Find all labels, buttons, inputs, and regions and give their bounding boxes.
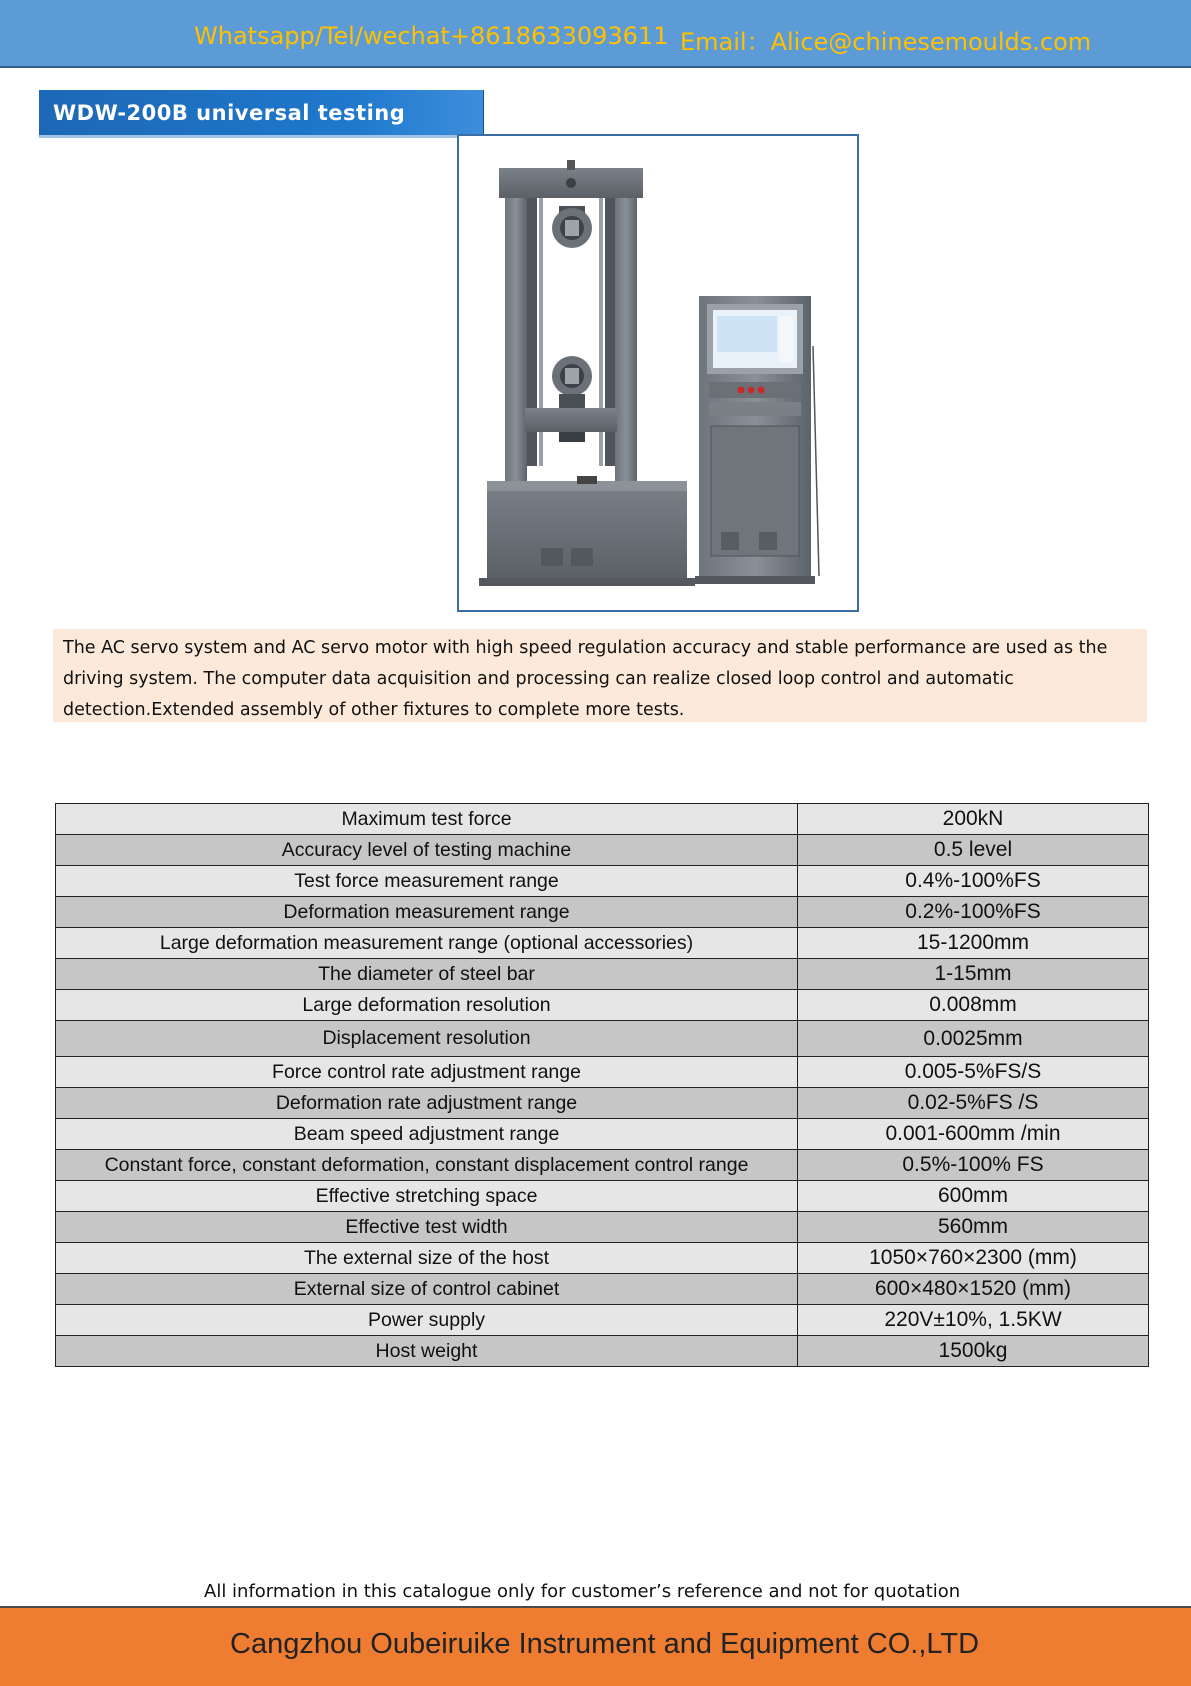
- spec-row: [56, 928, 1149, 959]
- spec-row: [56, 1274, 1149, 1305]
- spec-row: [56, 1181, 1149, 1212]
- product-photo: [457, 134, 859, 612]
- spec-name: The external size of the host: [56, 1243, 798, 1274]
- spec-value: 1050×760×2300 (mm): [798, 1243, 1149, 1274]
- product-title-bar: [39, 90, 484, 135]
- spec-row: [56, 1088, 1149, 1119]
- spec-name: External size of control cabinet: [56, 1274, 798, 1305]
- spec-value: 200kN: [798, 804, 1149, 835]
- page-footer: [0, 1606, 1191, 1686]
- page-header: [0, 0, 1191, 68]
- spec-row: [56, 804, 1149, 835]
- spec-name: The diameter of steel bar: [56, 959, 798, 990]
- spec-value: 15-1200mm: [798, 928, 1149, 959]
- spec-value: 0.0025mm: [798, 1021, 1149, 1057]
- spec-name: Deformation rate adjustment range: [56, 1088, 798, 1119]
- spec-row: [56, 1021, 1149, 1057]
- spec-name: Constant force, constant deformation, constant displacement control range: [56, 1150, 798, 1181]
- spec-row: [56, 1305, 1149, 1336]
- testing-machine-illustration: [459, 136, 857, 610]
- spec-name: Large deformation measurement range (optional accessories): [56, 928, 798, 959]
- spec-value: 0.005-5%FS/S: [798, 1057, 1149, 1088]
- spec-name: Beam speed adjustment range: [56, 1119, 798, 1150]
- spec-value: 0.2%-100%FS: [798, 897, 1149, 928]
- spec-row: [56, 1336, 1149, 1367]
- spec-row: [56, 1150, 1149, 1181]
- spec-name: Force control rate adjustment range: [56, 1057, 798, 1088]
- description-box: [53, 629, 1147, 722]
- spec-value: 1-15mm: [798, 959, 1149, 990]
- contact-phone: Whatsapp/Tel/wechat+8618633093611: [194, 22, 669, 50]
- spec-row: [56, 1212, 1149, 1243]
- spec-value: 560mm: [798, 1212, 1149, 1243]
- description-text: The AC servo system and AC servo motor with high speed regulation accuracy and stable performance are used as the driving system. The computer data acquisition and processing can realize closed loop control and automatic detection.Extended assembly of other fixtures to complete more tests.: [63, 638, 1108, 720]
- spec-name: Effective stretching space: [56, 1181, 798, 1212]
- spec-value: 600×480×1520 (mm): [798, 1274, 1149, 1305]
- spec-value: 0.008mm: [798, 990, 1149, 1021]
- spec-name: Accuracy level of testing machine: [56, 835, 798, 866]
- spec-value: 220V±10%, 1.5KW: [798, 1305, 1149, 1336]
- spec-value: 0.5 level: [798, 835, 1149, 866]
- spec-name: Test force measurement range: [56, 866, 798, 897]
- spec-row: [56, 990, 1149, 1021]
- disclaimer: All information in this catalogue only for customer’s reference and not for quotation: [204, 1581, 961, 1602]
- spec-table: [55, 803, 1149, 1367]
- spec-name: Large deformation resolution: [56, 990, 798, 1021]
- spec-row: [56, 959, 1149, 990]
- spec-row: [56, 866, 1149, 897]
- spec-value: 0.001-600mm /min: [798, 1119, 1149, 1150]
- spec-name: Maximum test force: [56, 804, 798, 835]
- product-title: WDW-200B universal testing: [53, 101, 406, 125]
- title-underline: [39, 135, 483, 138]
- company-name: Cangzhou Oubeiruike Instrument and Equipment CO.,LTD: [230, 1628, 980, 1660]
- spec-value: 600mm: [798, 1181, 1149, 1212]
- spec-value: 0.5%-100% FS: [798, 1150, 1149, 1181]
- spec-name: Deformation measurement range: [56, 897, 798, 928]
- spec-value: 0.4%-100%FS: [798, 866, 1149, 897]
- spec-name: Host weight: [56, 1336, 798, 1367]
- contact-email: Email：Alice@chinesemoulds.com: [680, 28, 1092, 56]
- spec-row: [56, 835, 1149, 866]
- spec-row: [56, 1243, 1149, 1274]
- spec-row: [56, 1119, 1149, 1150]
- spec-name: Power supply: [56, 1305, 798, 1336]
- spec-value: 0.02-5%FS /S: [798, 1088, 1149, 1119]
- spec-name: Displacement resolution: [56, 1021, 798, 1057]
- spec-row: [56, 1057, 1149, 1088]
- spec-name: Effective test width: [56, 1212, 798, 1243]
- spec-row: [56, 897, 1149, 928]
- spec-value: 1500kg: [798, 1336, 1149, 1367]
